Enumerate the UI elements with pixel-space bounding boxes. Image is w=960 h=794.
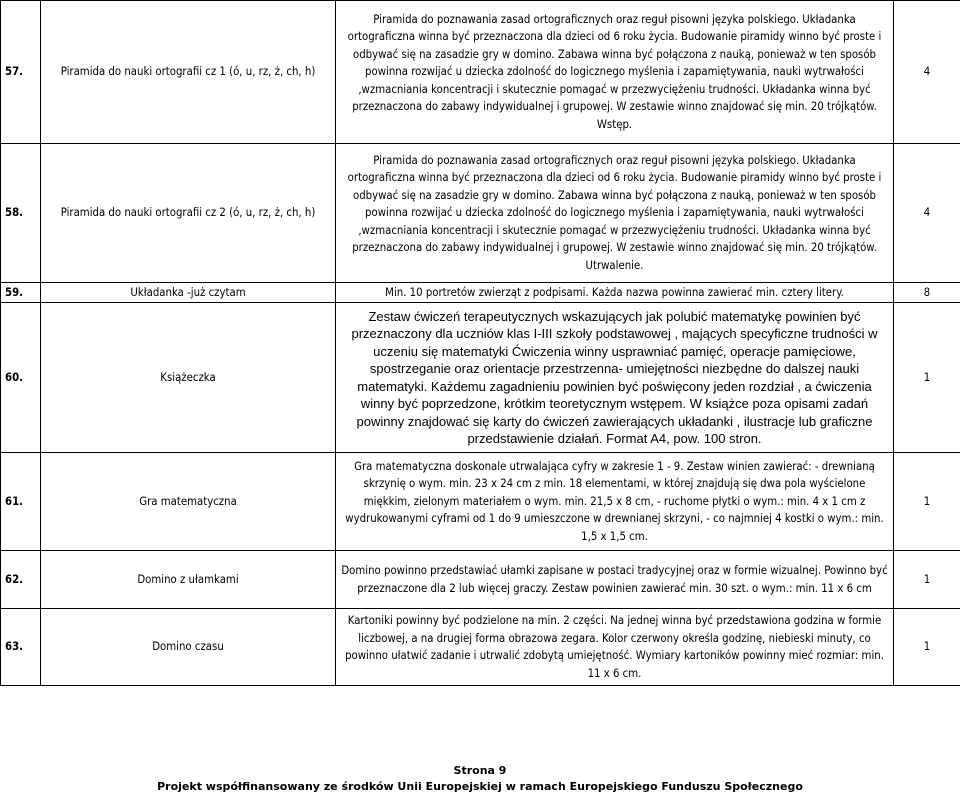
table-row [1, 453, 960, 551]
item-quantity: 1 [894, 453, 960, 551]
item-name: Domino czasu [41, 609, 336, 686]
item-quantity: 1 [894, 551, 960, 609]
row-number: 63. [1, 609, 41, 686]
item-quantity: 4 [894, 144, 960, 283]
row-number: 57. [1, 1, 41, 144]
item-description: Gra matematyczna doskonale utrwalająca cyfry w zakresie 1 - 9. Zestaw winien zawierać: - drewnianą skrzynię o wym. min. 23 x 24 cm z min. 18 elementami, w której znajdują się dwa pola wyścielone miękkim, zielonym materiałem o wym. min. 21,5 x 8 cm, - ruchome płytki o wym.: min. 4 x 1 cm z wydrukowanymi cyframi od 1 do 9 umieszczone w drewnianej skrzyni, - co najmniej 4 kostki o wym.: min. 1,5 x 1,5 cm. [336, 453, 894, 551]
table-row [1, 283, 960, 303]
table-row [1, 551, 960, 609]
item-description: Piramida do poznawania zasad ortograficznych oraz reguł pisowni języka polskiego. Układanka ortograficzna winna być przeznaczona dla dzieci od 6 roku życia. Budowanie piramidy winno być proste i odbywać się na zasadzie gry w domino. Zabawa winna być połączona z nauką, ponieważ w ten sposób powinna rozwijać u dziecka zdolność do logicznego myślenia i zapamiętywania, nauki wytrwałości ,wzmacniania koncentracji i skutecznie pomagać w przezwyciężeniu trudności. Układanka winna być przeznaczona do zabawy indywidualnej i grupowej. W zestawie winno znajdować się min. 20 trójkątów. Wstęp. [336, 1, 894, 144]
item-name: Domino z ułamkami [41, 551, 336, 609]
row-number: 59. [1, 283, 41, 303]
table-row [1, 303, 960, 453]
item-name: Piramida do nauki ortografii cz 1 (ó, u, rz, ż, ch, h) [41, 1, 336, 144]
footer-project-note: Projekt współfinansowany ze środków Unii Europejskiej w ramach Europejskiego Funduszu Społecznego [157, 780, 803, 793]
row-number: 58. [1, 144, 41, 283]
item-name: Piramida do nauki ortografii cz 2 (ó, u, rz, ż, ch, h) [41, 144, 336, 283]
item-quantity: 1 [894, 303, 960, 453]
row-number: 62. [1, 551, 41, 609]
item-quantity: 1 [894, 609, 960, 686]
table-row [1, 1, 960, 144]
table-row [1, 609, 960, 686]
item-description: Piramida do poznawania zasad ortograficznych oraz reguł pisowni języka polskiego. Układanka ortograficzna winna być przeznaczona dla dzieci od 6 roku życia. Budowanie piramidy winno być proste i odbywać się na zasadzie gry w domino. Zabawa winna być połączona z nauką, ponieważ w ten sposób powinna rozwijać u dziecka zdolność do logicznego myślenia i zapamiętywania, nauki wytrwałości ,wzmacniania koncentracji i skutecznie pomagać w przezwyciężeniu trudności. Układanka winna być przeznaczona do zabawy indywidualnej i grupowej. W zestawie winno znajdować się min. 20 trójkątów. Utrwalenie. [336, 144, 894, 283]
table-row [1, 144, 960, 283]
row-number: 60. [1, 303, 41, 453]
row-number: 61. [1, 453, 41, 551]
item-name: Układanka -już czytam [41, 283, 336, 303]
item-name: Książeczka [41, 303, 336, 453]
item-quantity: 4 [894, 1, 960, 144]
item-quantity: 8 [894, 283, 960, 303]
item-description: Domino powinno przedstawiać ułamki zapisane w postaci tradycyjnej oraz w formie wizualnej. Powinno być przeznaczone dla 2 lub więcej graczy. Zestaw powinien zawierać min. 30 szt. o wym.: min. 11 x 6 cm [336, 551, 894, 609]
item-description: Min. 10 portretów zwierząt z podpisami. Każda nazwa powinna zawierać min. cztery litery. [336, 283, 894, 303]
page-number: Strona 9 [453, 764, 507, 777]
item-description: Kartoniki powinny być podzielone na min. 2 części. Na jednej winna być przedstawiona godzina w formie liczbowej, a na drugiej forma obrazowa zegara. Kolor czerwony określa godzinę, niebieski minuty, co powinno ułatwić zadanie i utrwalić zdobytą umiejętność. Wymiary kartoników powinny mieć rozmiar: min. 11 x 6 cm. [336, 609, 894, 686]
item-description: Zestaw ćwiczeń terapeutycznych wskazujących jak polubić matematykę powinien być przeznaczony dla uczniów klas I-III szkoły podstawowej , mających specyficzne trudności w uczeniu się matematyki Ćwiczenia winny usprawniać pamięć, operacje pamięciowe, spostrzeganie oraz orientacje przestrzenna- umiejętności niezbędne do dalszej nauki matematyki. Każdemu zagadnieniu powinien być poświęcony jeden rozdział , a ćwiczenia winny być poprzedzone, krótkim teoretycznym wstępem. W książce poza opisami zadań powinny znajdować się karty do ćwiczeń zawierających układanki , ilustracje lub graficzne przedstawienie działań. Format A4, pow. 100 stron. [336, 303, 894, 453]
item-name: Gra matematyczna [41, 453, 336, 551]
